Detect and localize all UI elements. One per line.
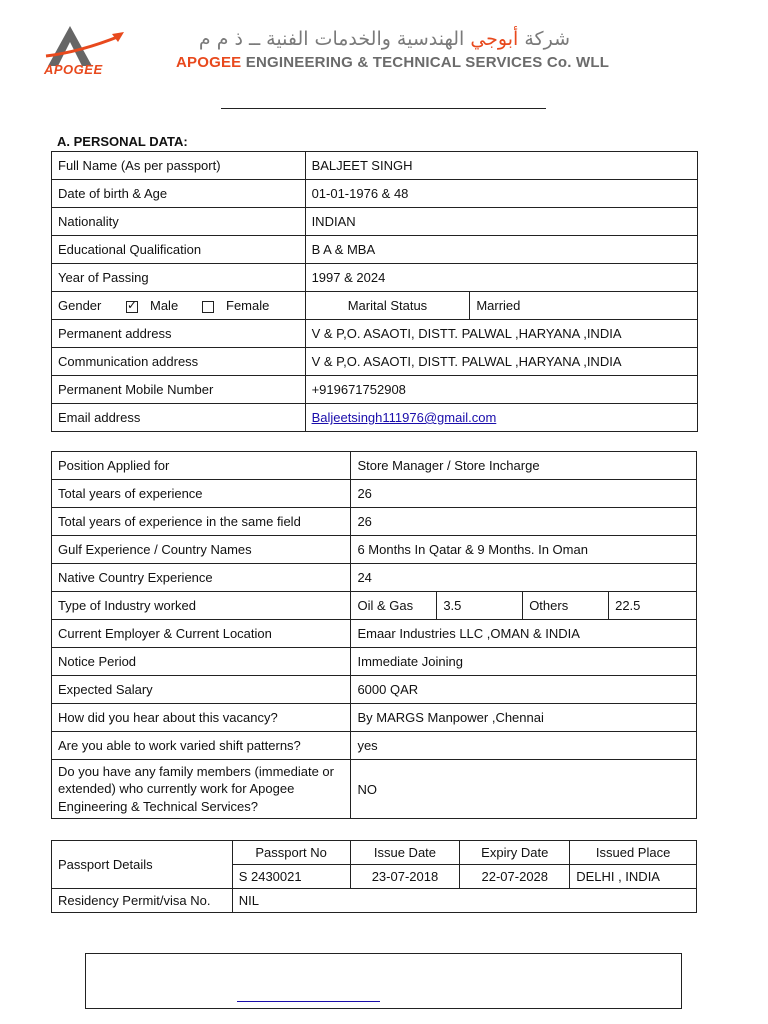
- industry-label: Type of Industry worked: [52, 592, 351, 620]
- industry-oil-years: 3.5: [437, 592, 523, 620]
- industry-others-years: 22.5: [609, 592, 697, 620]
- passport-no-header: Passport No: [232, 841, 350, 865]
- residency-value: NIL: [232, 889, 696, 913]
- table-row: [52, 620, 697, 648]
- bottom-box: [85, 953, 682, 1009]
- education-label: Educational Qualification: [52, 236, 306, 264]
- divider: [221, 108, 546, 109]
- same-field-value: 26: [351, 508, 697, 536]
- table-row: [52, 676, 697, 704]
- issue-date-header: Issue Date: [350, 841, 460, 865]
- hear-label: How did you hear about this vacancy?: [52, 704, 351, 732]
- male-label: Male: [150, 298, 179, 313]
- salary-value: 6000 QAR: [351, 676, 697, 704]
- table-row: [52, 376, 698, 404]
- expiry-date-header: Expiry Date: [460, 841, 570, 865]
- female-checkbox[interactable]: [202, 301, 214, 313]
- hear-value: By MARGS Manpower ,Chennai: [351, 704, 697, 732]
- table-row: [52, 704, 697, 732]
- perm-address-label: Permanent address: [52, 320, 306, 348]
- issue-date-value: 23-07-2018: [350, 865, 460, 889]
- employer-value: Emaar Industries LLC ,OMAN & INDIA: [351, 620, 697, 648]
- table-row: [52, 480, 697, 508]
- job-details-table: [51, 451, 697, 819]
- expiry-date-value: 22-07-2028: [460, 865, 570, 889]
- native-label: Native Country Experience: [52, 564, 351, 592]
- company-name: APOGEE ENGINEERING & TECHNICAL SERVICES Co. WLL: [176, 54, 610, 71]
- logo-text: APOGEE: [44, 62, 103, 77]
- marital-value: Married: [470, 292, 698, 320]
- notice-value: Immediate Joining: [351, 648, 697, 676]
- female-label: Female: [226, 298, 270, 313]
- gender-label: Gender: [58, 298, 102, 313]
- table-row: [52, 180, 698, 208]
- same-field-label: Total years of experience in the same field: [52, 508, 351, 536]
- marital-label: Marital Status: [305, 292, 470, 320]
- gender-cell: [52, 292, 306, 320]
- position-value: Store Manager / Store Incharge: [351, 452, 697, 480]
- native-value: 24: [351, 564, 697, 592]
- table-row: [52, 236, 698, 264]
- table-row: [52, 760, 697, 819]
- section-title: A. PERSONAL DATA:: [57, 134, 188, 149]
- bottom-link-underline: [237, 1001, 380, 1002]
- total-exp-label: Total years of experience: [52, 480, 351, 508]
- table-row: [52, 348, 698, 376]
- passport-table: [51, 840, 697, 913]
- comm-address-label: Communication address: [52, 348, 306, 376]
- dob-label: Date of birth & Age: [52, 180, 306, 208]
- email-cell: [305, 404, 697, 432]
- gulf-value: 6 Months In Qatar & 9 Months. In Oman: [351, 536, 697, 564]
- passport-no-value: S 2430021: [232, 865, 350, 889]
- mobile-value: +919671752908: [305, 376, 697, 404]
- full-name-label: Full Name (As per passport): [52, 152, 306, 180]
- table-row: [52, 264, 698, 292]
- issued-place-value: DELHI , INDIA: [570, 865, 697, 889]
- perm-address-value: V & P,O. ASAOTI, DISTT. PALWAL ,HARYANA ,INDIA: [305, 320, 697, 348]
- nationality-label: Nationality: [52, 208, 306, 236]
- email-label: Email address: [52, 404, 306, 432]
- table-row: [52, 292, 698, 320]
- family-value: NO: [351, 760, 697, 819]
- employer-label: Current Employer & Current Location: [52, 620, 351, 648]
- family-label: Do you have any family members (immediate or extended) who currently work for Apogee Engineering & Technical Services?: [52, 760, 351, 819]
- passing-label: Year of Passing: [52, 264, 306, 292]
- table-row: [52, 648, 697, 676]
- comm-address-value: V & P,O. ASAOTI, DISTT. PALWAL ,HARYANA ,INDIA: [305, 348, 697, 376]
- education-value: B A & MBA: [305, 236, 697, 264]
- full-name-value: BALJEET SINGH: [305, 152, 697, 180]
- company-name-arabic: شركة أبوجي الهندسية والخدمات الفنية ــ ذ م م: [198, 28, 570, 50]
- table-row: [52, 452, 697, 480]
- passing-value: 1997 & 2024: [305, 264, 697, 292]
- shift-label: Are you able to work varied shift patterns?: [52, 732, 351, 760]
- male-checkbox[interactable]: [126, 301, 138, 313]
- dob-value: 01-01-1976 & 48: [305, 180, 697, 208]
- passport-details-label: Passport Details: [52, 841, 233, 889]
- notice-label: Notice Period: [52, 648, 351, 676]
- table-row: [52, 732, 697, 760]
- table-row: [52, 508, 697, 536]
- nationality-value: INDIAN: [305, 208, 697, 236]
- residency-label: Residency Permit/visa No.: [52, 889, 233, 913]
- issued-place-header: Issued Place: [570, 841, 697, 865]
- table-row: [52, 564, 697, 592]
- gulf-label: Gulf Experience / Country Names: [52, 536, 351, 564]
- table-row: [52, 152, 698, 180]
- table-row: [52, 592, 697, 620]
- industry-others: Others: [523, 592, 609, 620]
- table-row: [52, 841, 697, 865]
- table-row: [52, 320, 698, 348]
- position-label: Position Applied for: [52, 452, 351, 480]
- mobile-label: Permanent Mobile Number: [52, 376, 306, 404]
- personal-data-table: [51, 151, 698, 432]
- shift-value: yes: [351, 732, 697, 760]
- industry-oil: Oil & Gas: [351, 592, 437, 620]
- table-row: [52, 889, 697, 913]
- table-row: [52, 404, 698, 432]
- table-row: [52, 208, 698, 236]
- total-exp-value: 26: [351, 480, 697, 508]
- salary-label: Expected Salary: [52, 676, 351, 704]
- table-row: [52, 536, 697, 564]
- email-link[interactable]: Baljeetsingh111976@gmail.com: [311, 410, 497, 425]
